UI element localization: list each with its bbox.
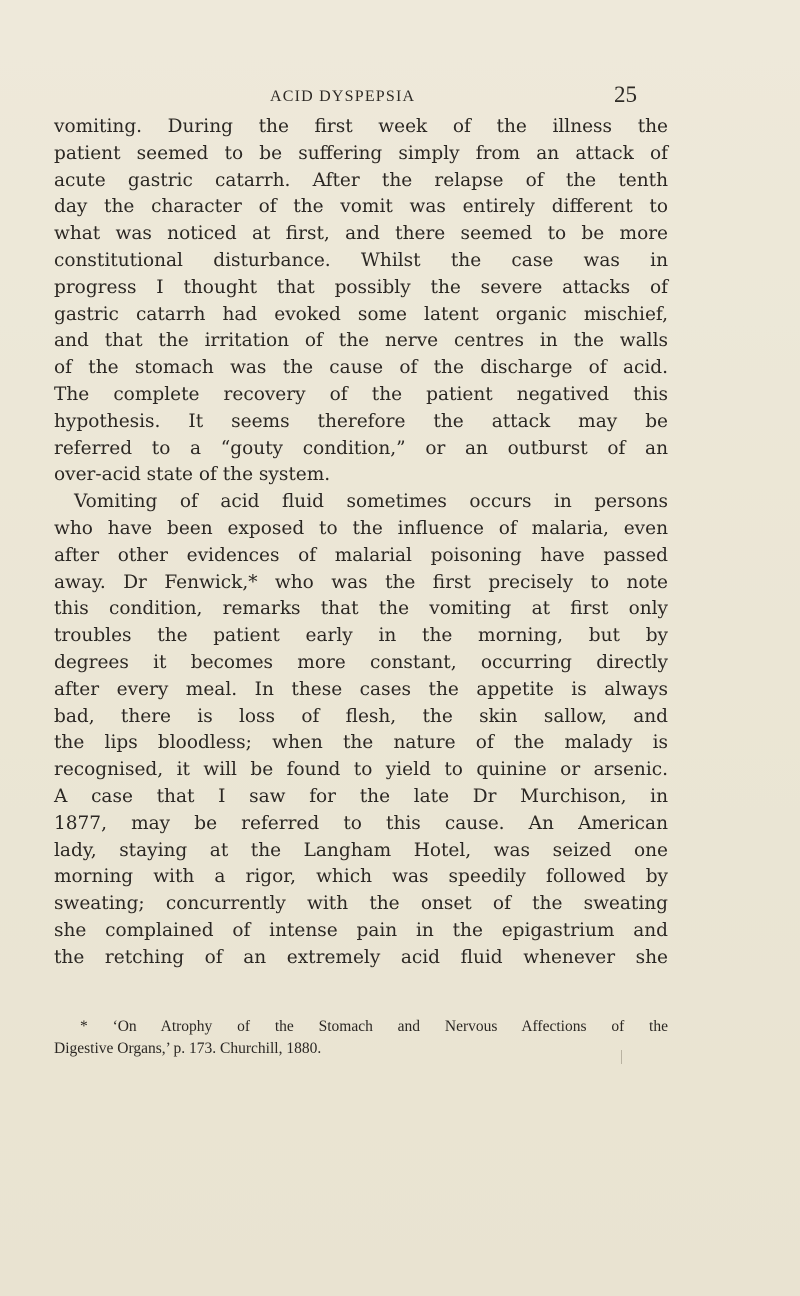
text-line: Vomiting of acid fluid sometimes occurs in persons <box>74 491 668 513</box>
text-line: constitutional disturbance. Whilst the case was in <box>54 249 668 271</box>
text-line: A case that I saw for the late Dr Murchison, in <box>54 785 668 807</box>
text-line: hypothesis. It seems therefore the attack may be <box>54 410 668 432</box>
text-line: the lips bloodless; when the nature of the malady is <box>54 732 668 754</box>
running-title: ACID DYSPEPSIA <box>270 88 416 105</box>
text-line: lady, staying at the Langham Hotel, was seized one <box>54 839 668 861</box>
body-text <box>54 114 668 972</box>
text-line: day the character of the vomit was entirely different to <box>54 196 668 218</box>
text-line: this condition, remarks that the vomiting at first only <box>54 598 668 620</box>
footnote-line: Digestive Organs,’ p. 173. Churchill, 1880. <box>54 1040 322 1057</box>
text-line: morning with a rigor, which was speedily followed by <box>54 866 668 888</box>
text-line: acute gastric catarrh. After the relapse of the tenth <box>54 169 668 191</box>
text-line: progress I thought that possibly the severe attacks of <box>54 276 668 298</box>
text-line: who have been exposed to the influence of malaria, even <box>54 517 668 539</box>
text-line: away. Dr Fenwick,* who was the first precisely to note <box>54 571 668 593</box>
text-line: bad, there is loss of flesh, the skin sallow, and <box>54 705 668 727</box>
footnote-line: * ‘On Atrophy of the Stomach and Nervous Affections of the <box>80 1018 668 1035</box>
text-line: after other evidences of malarial poisoning have passed <box>54 544 668 566</box>
text-line: of the stomach was the cause of the discharge of acid. <box>54 357 668 379</box>
text-line: recognised, it will be found to yield to quinine or arsenic. <box>54 759 668 781</box>
footnote <box>54 1016 668 1060</box>
text-line: after every meal. In these cases the appetite is always <box>54 678 668 700</box>
text-line: she complained of intense pain in the epigastrium and <box>54 919 668 941</box>
text-line: vomiting. During the first week of the illness the <box>54 116 668 137</box>
text-line: The complete recovery of the patient negatived this <box>54 383 668 405</box>
text-line: gastric catarrh had evoked some latent organic mischief, <box>54 303 668 325</box>
text-line: the retching of an extremely acid fluid whenever she <box>54 946 668 968</box>
text-line: and that the irritation of the nerve centres in the walls <box>54 330 668 352</box>
text-line: troubles the patient early in the morning, but by <box>54 625 668 647</box>
text-line: what was noticed at first, and there seemed to be more <box>54 223 668 245</box>
text-line: 1877, may be referred to this cause. An American <box>54 812 668 834</box>
text-line: sweating; concurrently with the onset of the sweating <box>54 893 668 915</box>
paper-speck <box>621 1050 622 1064</box>
text-line: patient seemed to be suffering simply from an attack of <box>54 142 668 164</box>
text-line: degrees it becomes more constant, occurring directly <box>54 651 668 673</box>
text-line: over-acid state of the system. <box>54 464 331 486</box>
running-head <box>0 82 800 110</box>
page-number: 25 <box>614 82 637 107</box>
text-line: referred to a “gouty condition,” or an outburst of an <box>54 437 668 459</box>
